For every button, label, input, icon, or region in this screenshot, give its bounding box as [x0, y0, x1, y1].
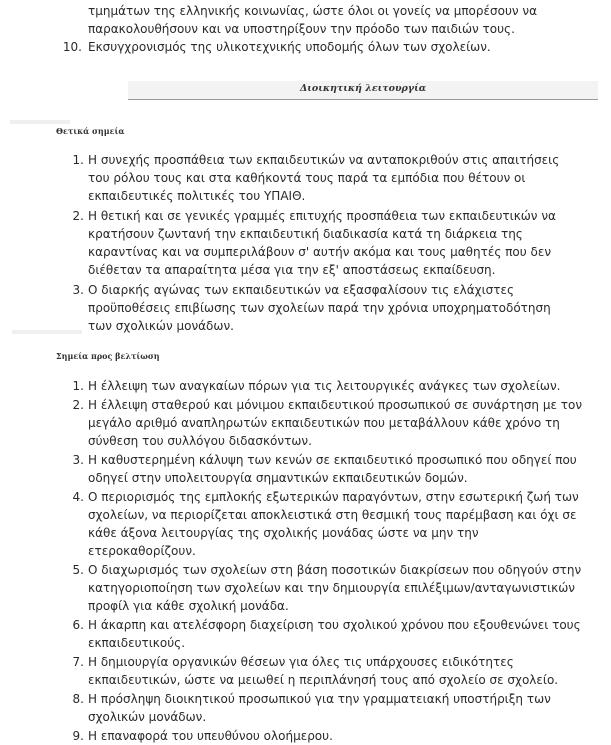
item-text: Η έλλειψη των αναγκαίων πόρων για τις λειτουργικές ανάγκες των σχολείων.: [88, 379, 561, 393]
item-number: 5.: [72, 563, 84, 577]
item-text: Η θετική και σε γενικές γραμμές επιτυχής προσπάθεια των εκπαιδευτικών να κρατήσουν ζωντανή την εκπαιδευτική διαδικασία κατά τη διάρκεια της καραντίνας και να συμπεριλάβουν σ' αυτήν ακόμα και τους μαθητές που δεν διέθεταν τα απαραίτητα μέσα για την εξ' αποστάσεως εκπαίδευση.: [88, 209, 556, 277]
item-text: Η καθυστερημένη κάλυψη των κενών σε εκπαιδευτικό προσωπικό που οδηγεί που οδηγεί στην υπολειτουργία σημαντικών εκπαιδευτικών δομών.: [88, 453, 577, 485]
item-number: 2.: [72, 209, 84, 223]
item-number: 1.: [72, 153, 84, 167]
list-item: [56, 151, 576, 205]
positive-points-heading: Θετικά σημεία: [56, 126, 125, 136]
item-text: Η άκαρπη και ατελέσφορη διαχείριση του σχολικού χρόνου που εξουθενώνει τους εκπαιδευτικούς.: [88, 618, 581, 650]
item-text: Η συνεχής προσπάθεια των εκπαιδευτικών να ανταποκριθούν στις απαιτήσεις του ρόλου τους και στα καθήκοντά τους παρά τα εμπόδια που θέτουν οι εκπαιδευτικές πολιτικές του ΥΠΑΙΘ.: [88, 153, 560, 203]
improvement-points-list: [56, 377, 586, 745]
item-text: τμημάτων της ελληνικής κοινωνίας, ώστε όλοι οι γονείς να μπορέσουν να παρακολουθήσουν και να υποστηρίξουν την πρόοδο των παιδιών τους.: [88, 4, 538, 36]
item-text: Ο διαρκής αγώνας των εκπαιδευτικών να εξασφαλίσουν τις ελάχιστες προϋποθέσεις επιβίωσης των σχολείων παρά την χρόνια υποχρηματοδότηση των σχολικών μονάδων.: [88, 283, 551, 333]
item-text: Η πρόσληψη διοικητικού προσωπικού για την γραμματειακή υποστήριξη των σχολικών μονάδων.: [88, 692, 551, 724]
bleed-through-mark: [10, 120, 70, 124]
item-number: 2.: [72, 398, 84, 412]
improvement-points-heading: Σημεία προς βελτίωση: [56, 351, 160, 361]
section-heading: Διοικητική λειτουργία: [299, 83, 427, 94]
list-item: [56, 616, 586, 652]
item-number: 10.: [62, 40, 82, 54]
item-text: Η έλλειψη σταθερού και μόνιμου εκπαιδευτικού προσωπικού σε συνάρτηση με τον μεγάλο αριθμό αναπληρωτών εκπαιδευτικών που μεταβάλλουν κάθε χρόνο τη σύνθεση του συλλόγου διδασκόντων.: [88, 398, 583, 448]
list-item: [56, 396, 586, 450]
list-item: [56, 451, 586, 487]
item-number: 8.: [72, 692, 84, 706]
positive-points-list: [56, 151, 576, 335]
list-item: [58, 38, 558, 56]
top-list: [58, 2, 558, 56]
item-text: Ο περιορισμός της εμπλοκής εξωτερικών παραγόντων, στην εσωτερική ζωή των σχολείων, να περιορίζεται αποκλειστικά στη θεσμική τους παρέμβαση και όχι σε κάθε άξονα λειτουργίας της σχολικής μονάδας ώστε να μην την ετεροκαθορίζουν.: [88, 490, 579, 558]
list-item: [56, 653, 586, 689]
list-item: [56, 561, 586, 615]
list-item: [56, 207, 576, 279]
item-number: 6.: [72, 618, 84, 632]
section-heading-band: [128, 81, 598, 100]
list-item: [56, 488, 586, 560]
list-item: [56, 281, 576, 335]
item-number: 1.: [72, 379, 84, 393]
item-text: Η επαναφορά του υπευθύνου ολοήμερου.: [88, 729, 333, 743]
item-number: 3.: [72, 453, 84, 467]
item-number: 4.: [72, 490, 84, 504]
item-text: Ο διαχωρισμός των σχολείων στη βάση ποσοτικών διακρίσεων που οδηγούν στην κατηγοριοποίηση των σχολείων και την δημιουργία επιλέξιμων/ανταγωνιστικών προφίλ για κάθε σχολική μονάδα.: [88, 563, 582, 613]
item-text: Εκσυγχρονισμός της υλικοτεχνικής υποδομής όλων των σχολείων.: [88, 40, 491, 54]
list-item: [56, 727, 586, 745]
item-number: 7.: [72, 655, 84, 669]
item-number: 3.: [72, 283, 84, 297]
list-item: [56, 377, 586, 395]
item-number: 9.: [72, 729, 84, 743]
list-item: [56, 690, 586, 726]
item-text: Η δημιουργία οργανικών θέσεων για όλες τις υπάρχουσες ειδικότητες εκπαιδευτικών, ώστε να μειωθεί η περιπλάνησή τους από σχολείο σε σχολείο.: [88, 655, 559, 687]
list-item: [58, 2, 558, 38]
